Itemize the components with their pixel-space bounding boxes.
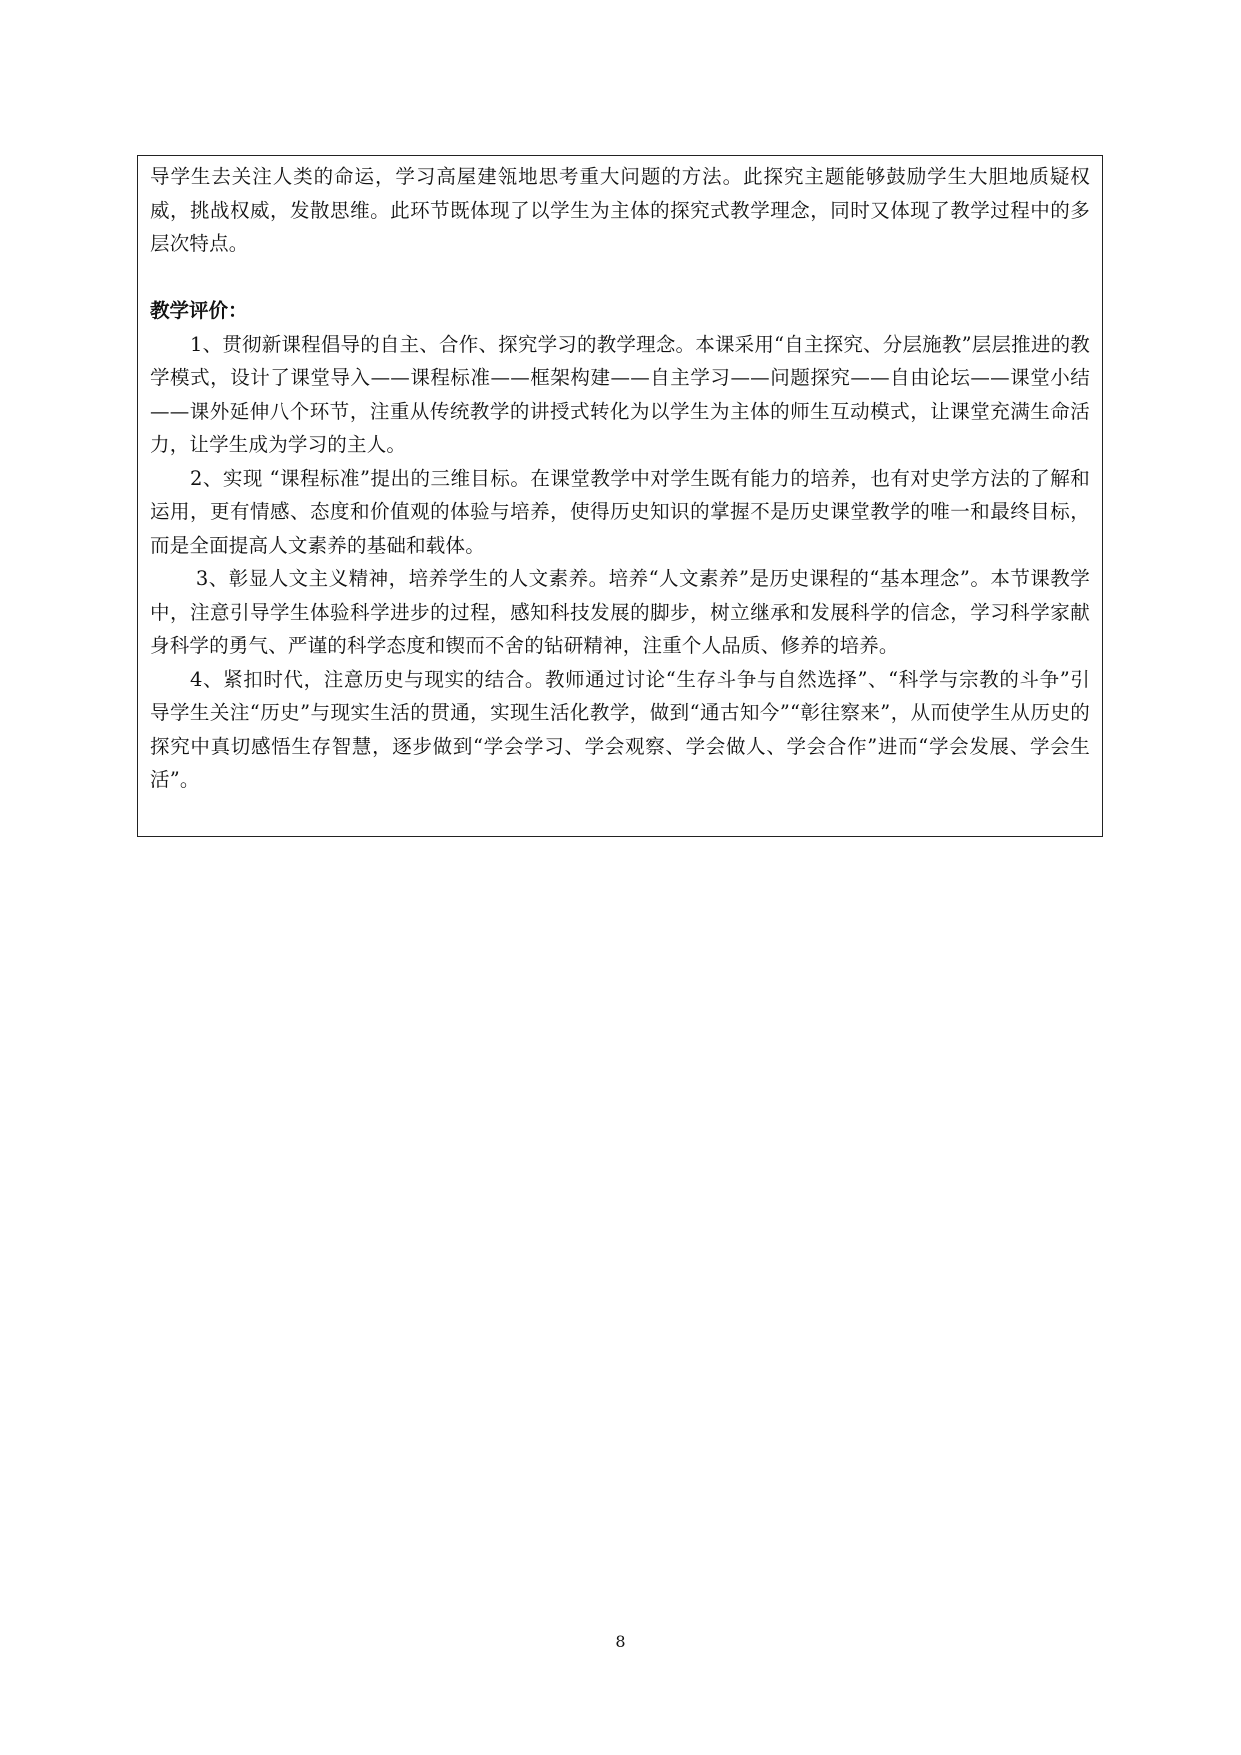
- evaluation-point-3: 3、彰显人文主义精神，培养学生的人文素养。培养“人文素养”是历史课程的“基本理念”。本节课教学中，注意引导学生体验科学进步的过程，感知科技发展的脚步，树立继承和发展科学的信念，学习科学家献身科学的勇气、严谨的科学态度和锲而不舍的钻研精神，注重个人品质、修养的培养。: [150, 567, 1090, 657]
- page-number: 8: [615, 1632, 626, 1651]
- intro-paragraph: 导学生去关注人类的命运，学习高屋建瓴地思考重大问题的方法。此探究主题能够鼓励学生大胆地质疑权威，挑战权威，发散思维。此环节既体现了以学生为主体的探究式教学理念，同时又体现了教学过程中的多层次特点。: [150, 165, 1090, 255]
- evaluation-point-4: 4、紧扣时代，注意历史与现实的结合。教师通过讨论“生存斗争与自然选择”、“科学与宗教的斗争”引导学生关注“历史”与现实生活的贯通，实现生活化教学，做到“通古知今”“彰往察来”，从而使学生从历史的探究中真切感悟生存智慧，逐步做到“学会学习、学会观察、学会做人、学会合作”进而“学会发展、学会生活”。: [150, 667, 1090, 791]
- blank-line: [150, 261, 1090, 295]
- evaluation-point-2: 2、实现 “课程标准”提出的三维目标。在课堂教学中对学生既有能力的培养，也有对史学方法的了解和运用，更有情感、态度和价值观的体验与培养，使得历史知识的掌握不是历史课堂教学的唯一和最终目标，而是全面提高人文素养的基础和载体。: [150, 466, 1090, 557]
- evaluation-point-1: 1、贯彻新课程倡导的自主、合作、探究学习的教学理念。本课采用“自主探究、分层施教”层层推进的教学模式，设计了课堂导入——课程标准——框架构建——自主学习——问题探究——自由论坛——课堂小结——课外延伸八个环节，注重从传统教学的讲授式转化为以学生为主体的师生互动模式，让课堂充满生命活力，让学生成为学习的主人。: [150, 332, 1090, 456]
- content-table-cell: [137, 155, 1103, 837]
- evaluation-heading: 教学评价：: [150, 299, 248, 322]
